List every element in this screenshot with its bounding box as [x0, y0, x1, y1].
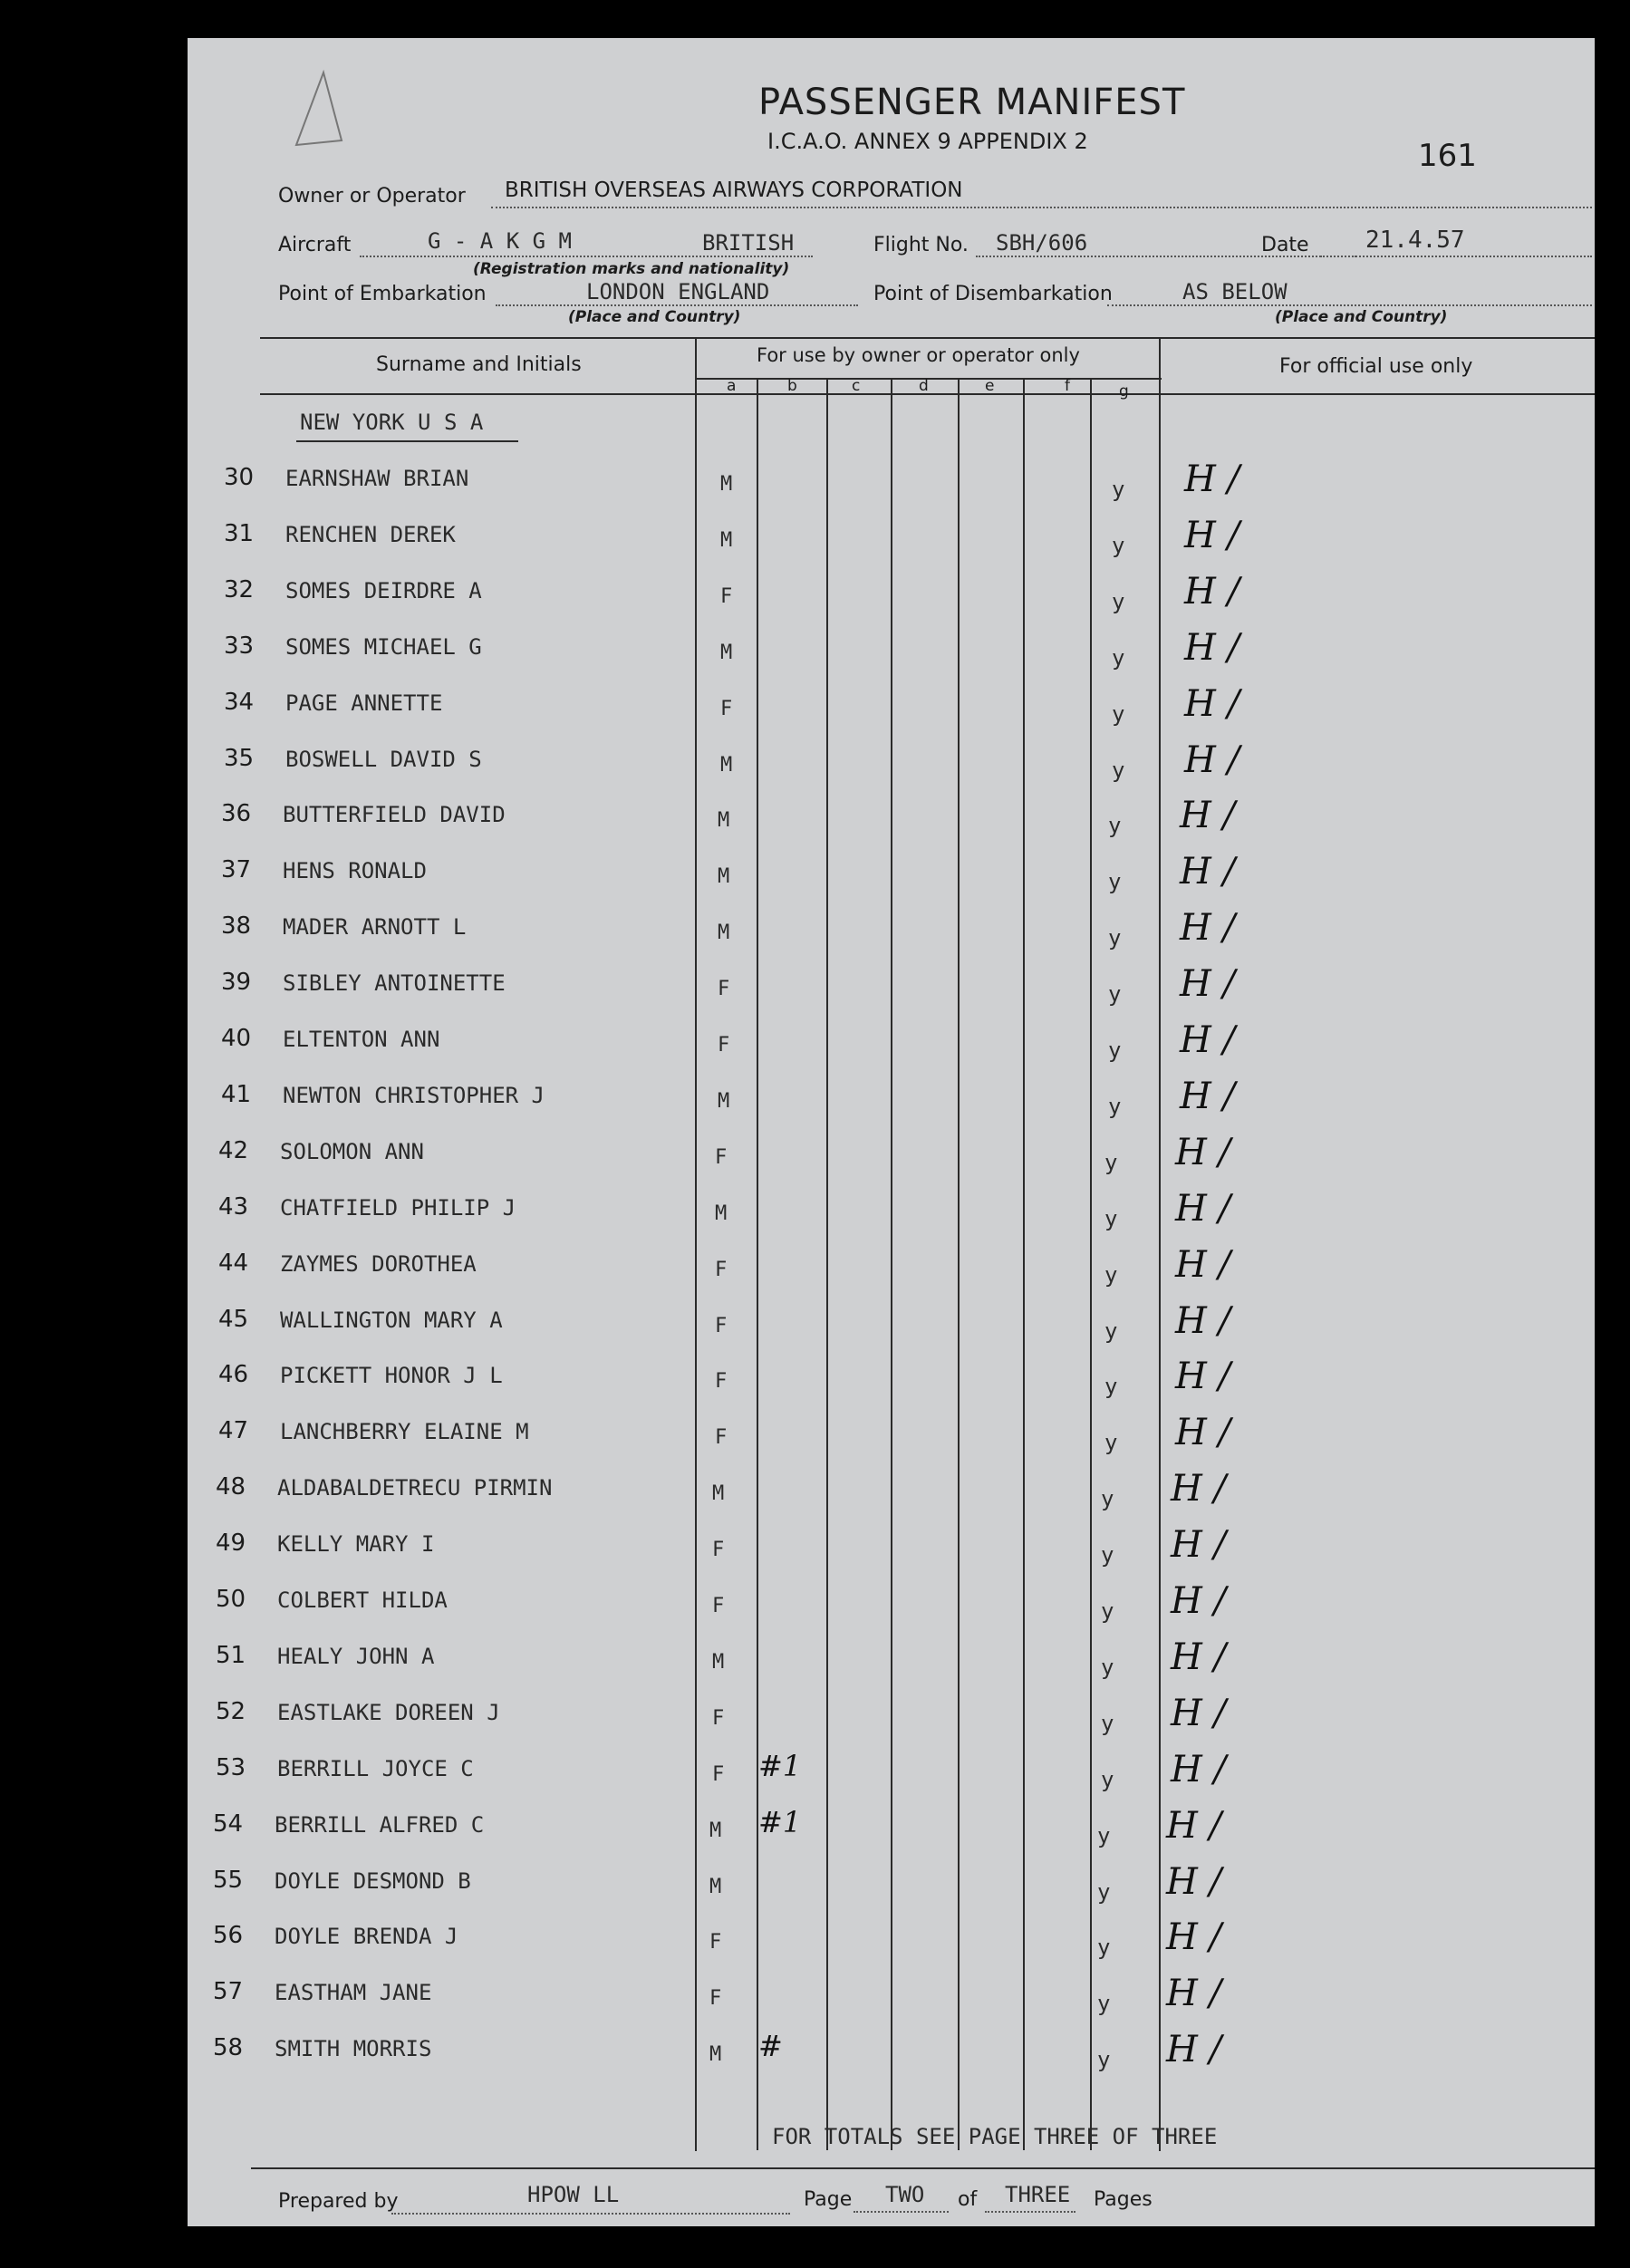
page-label: Page: [804, 2188, 853, 2211]
table-row: [188, 795, 1595, 856]
page-subtitle: I.C.A.O. ANNEX 9 APPENDIX 2: [767, 129, 1088, 154]
passenger-sex: F: [712, 1539, 725, 1561]
official-mark: H /: [1171, 1524, 1227, 1566]
column-g-mark: y: [1104, 1430, 1118, 1455]
passenger-number: 52: [216, 1698, 246, 1725]
table-row: [188, 1749, 1595, 1810]
passenger-sex: F: [709, 1931, 722, 1954]
subcol-c: c: [852, 377, 861, 395]
official-mark: H /: [1175, 1300, 1231, 1342]
table-row: [188, 1524, 1595, 1586]
passenger-sex: M: [709, 1819, 722, 1842]
table-row: [188, 1132, 1595, 1193]
col-official-header: For official use only: [1279, 355, 1473, 378]
official-mark: H /: [1171, 1693, 1227, 1734]
passenger-sex: M: [720, 529, 733, 552]
passenger-name: SOMES DEIRDRE A: [285, 578, 482, 603]
official-mark: H /: [1184, 683, 1240, 725]
passenger-sex: M: [715, 1202, 728, 1225]
of-value: THREE: [1005, 2182, 1071, 2207]
passenger-sex: M: [720, 473, 733, 496]
subcol-d: d: [919, 377, 929, 395]
passenger-number: 34: [224, 689, 255, 716]
passenger-sex: F: [715, 1370, 728, 1393]
passenger-name: BUTTERFIELD DAVID: [283, 802, 506, 827]
passenger-name: DOYLE DESMOND B: [275, 1868, 471, 1894]
table-row: [188, 1468, 1595, 1530]
column-g-mark: y: [1108, 925, 1122, 951]
disembarkation-label: Point of Disembarkation: [873, 283, 1113, 305]
official-mark: H /: [1166, 1916, 1222, 1958]
passenger-number: 53: [216, 1754, 246, 1781]
passenger-sex: M: [718, 1090, 730, 1113]
passenger-sex: M: [720, 642, 733, 664]
column-g-mark: y: [1097, 1991, 1111, 2016]
table-row: [188, 963, 1595, 1025]
operator-mark-b: #1: [758, 1749, 802, 1783]
passenger-name: KELLY MARY I: [277, 1531, 435, 1557]
passenger-sex: M: [712, 1482, 725, 1505]
official-mark: H /: [1171, 1749, 1227, 1790]
official-mark: H /: [1166, 1973, 1222, 2014]
table-row: [188, 1693, 1595, 1754]
table-row: [188, 851, 1595, 912]
passenger-number: 44: [218, 1250, 249, 1277]
passenger-number: 56: [213, 1922, 244, 1949]
official-mark: H /: [1180, 963, 1236, 1005]
column-g-mark: y: [1097, 1879, 1111, 1905]
column-g-mark: y: [1112, 533, 1125, 558]
passenger-number: 57: [213, 1978, 244, 2005]
passenger-number: 55: [213, 1867, 244, 1894]
passenger-number: 48: [216, 1473, 246, 1501]
passenger-name: SOMES MICHAEL G: [285, 634, 482, 660]
passenger-sex: F: [715, 1259, 728, 1281]
column-g-mark: y: [1101, 1598, 1114, 1624]
table-row: [188, 1973, 1595, 2034]
column-g-mark: y: [1097, 1935, 1111, 1960]
table-row: [188, 1019, 1595, 1081]
passenger-name: COLBERT HILDA: [277, 1588, 448, 1613]
column-g-mark: y: [1104, 1206, 1118, 1231]
passenger-name: BOSWELL DAVID S: [285, 747, 482, 772]
passenger-sex: F: [715, 1315, 728, 1337]
passenger-number: 43: [218, 1193, 249, 1221]
passenger-number: 31: [224, 520, 255, 547]
owner-value: BRITISH OVERSEAS AIRWAYS CORPORATION: [505, 179, 963, 202]
passenger-number: 30: [224, 464, 255, 491]
table-row: [188, 683, 1595, 745]
passenger-name: ALDABALDETRECU PIRMIN: [277, 1475, 553, 1501]
passenger-sex: M: [718, 809, 730, 832]
official-mark: H /: [1184, 458, 1240, 500]
column-g-mark: y: [1101, 1655, 1114, 1680]
passenger-list: [188, 458, 1595, 2140]
column-g-mark: y: [1101, 1767, 1114, 1792]
column-g-mark: y: [1104, 1374, 1118, 1399]
passenger-name: ZAYMES DOROTHEA: [280, 1251, 477, 1277]
table-row: [188, 1805, 1595, 1867]
official-mark: H /: [1171, 1468, 1227, 1510]
passenger-name: RENCHEN DEREK: [285, 522, 456, 547]
flight-label: Flight No.: [873, 234, 969, 256]
column-g-mark: y: [1112, 701, 1125, 727]
passenger-number: 54: [213, 1810, 244, 1838]
passenger-sex: F: [720, 585, 733, 608]
of-label: of: [958, 2188, 978, 2211]
subcol-f: f: [1065, 377, 1070, 395]
passenger-number: 33: [224, 632, 255, 660]
passenger-number: 47: [218, 1417, 249, 1444]
official-mark: H /: [1184, 739, 1240, 781]
passenger-number: 51: [216, 1642, 246, 1669]
passenger-sex: F: [718, 1034, 730, 1057]
column-g-mark: y: [1108, 1037, 1122, 1063]
passenger-name: CHATFIELD PHILIP J: [280, 1195, 516, 1221]
aircraft-label: Aircraft: [278, 234, 352, 256]
destination-label: NEW YORK U S A: [300, 410, 484, 435]
official-mark: H /: [1180, 795, 1236, 836]
passenger-name: PAGE ANNETTE: [285, 690, 443, 716]
date-value: 21.4.57: [1365, 227, 1465, 254]
table-row: [188, 1916, 1595, 1978]
pages-label: Pages: [1094, 2188, 1153, 2211]
table-row: [188, 627, 1595, 689]
passenger-name: SMITH MORRIS: [275, 2036, 432, 2061]
manifest-sheet: [188, 38, 1595, 2226]
passenger-name: EARNSHAW BRIAN: [285, 466, 469, 491]
column-g-mark: y: [1108, 813, 1122, 838]
table-row: [188, 458, 1595, 520]
official-mark: H /: [1171, 1636, 1227, 1678]
passenger-sex: F: [712, 1707, 725, 1730]
passenger-name: NEWTON CHRISTOPHER J: [283, 1083, 545, 1108]
date-label: Date: [1261, 234, 1309, 256]
table-row: [188, 1244, 1595, 1306]
table-row: [188, 515, 1595, 576]
column-g-mark: y: [1108, 1094, 1122, 1119]
passenger-name: HENS RONALD: [283, 858, 427, 883]
passenger-name: WALLINGTON MARY A: [280, 1308, 503, 1333]
column-g-mark: y: [1104, 1318, 1118, 1344]
official-mark: H /: [1175, 1244, 1231, 1286]
passenger-name: BERRILL ALFRED C: [275, 1812, 485, 1838]
passenger-number: 32: [224, 576, 255, 603]
subcol-a: a: [727, 377, 737, 395]
official-mark: H /: [1175, 1132, 1231, 1173]
passenger-sex: F: [709, 1987, 722, 2010]
disembarkation-note: (Place and Country): [1275, 308, 1448, 326]
aircraft-value: G - A K G M: [428, 228, 572, 254]
passenger-number: 46: [218, 1361, 249, 1388]
passenger-name: SIBLEY ANTOINETTE: [283, 970, 506, 996]
col-name-header: Surname and Initials: [376, 353, 582, 376]
column-g-mark: y: [1112, 477, 1125, 502]
passenger-sex: F: [718, 978, 730, 1000]
column-g-mark: y: [1101, 1486, 1114, 1511]
table-row: [188, 739, 1595, 801]
subcol-g: g: [1119, 382, 1129, 401]
table-row: [188, 1076, 1595, 1137]
column-g-mark: y: [1101, 1711, 1114, 1736]
passenger-sex: F: [712, 1595, 725, 1617]
passenger-number: 58: [213, 2034, 244, 2061]
table-bottom-rule: [251, 2167, 1595, 2169]
operator-mark-b: #1: [758, 1805, 802, 1839]
passenger-sex: M: [718, 922, 730, 944]
passenger-number: 40: [221, 1025, 252, 1052]
nationality-value: BRITISH: [702, 230, 795, 256]
passenger-name: SOLOMON ANN: [280, 1139, 424, 1164]
passenger-sex: M: [718, 865, 730, 888]
official-mark: H /: [1184, 627, 1240, 669]
passenger-sex: F: [720, 698, 733, 720]
passenger-number: 36: [221, 800, 252, 827]
embarkation-value: LONDON ENGLAND: [586, 279, 770, 304]
operator-mark-b: #: [758, 2029, 783, 2063]
page-value: TWO: [885, 2182, 925, 2207]
official-mark: H /: [1180, 1019, 1236, 1061]
column-g-mark: y: [1097, 2047, 1111, 2072]
flight-value: SBH/606: [996, 230, 1088, 256]
column-g-mark: y: [1104, 1150, 1118, 1175]
passenger-sex: M: [720, 754, 733, 777]
table-row: [188, 1356, 1595, 1417]
column-g-mark: y: [1112, 758, 1125, 783]
subcol-e: e: [985, 377, 995, 395]
table-row: [188, 1636, 1595, 1698]
passenger-number: 37: [221, 856, 252, 883]
official-mark: H /: [1166, 1805, 1222, 1847]
official-mark: H /: [1180, 907, 1236, 949]
official-mark: H /: [1175, 1412, 1231, 1453]
table-row: [188, 1861, 1595, 1923]
owner-label: Owner or Operator: [278, 185, 466, 207]
passenger-name: PICKETT HONOR J L: [280, 1363, 503, 1388]
passenger-name: EASTLAKE DOREEN J: [277, 1700, 500, 1725]
passenger-sex: M: [712, 1651, 725, 1674]
passenger-sex: F: [715, 1426, 728, 1449]
passenger-number: 38: [221, 912, 252, 940]
col-operator-header: For use by owner or operator only: [757, 344, 1080, 366]
official-mark: H /: [1184, 571, 1240, 613]
passenger-name: EASTHAM JANE: [275, 1980, 432, 2005]
registration-note: (Registration marks and nationality): [473, 260, 790, 278]
page-title: PASSENGER MANIFEST: [758, 82, 1186, 123]
passenger-number: 45: [218, 1306, 249, 1333]
passenger-number: 50: [216, 1586, 246, 1613]
official-mark: H /: [1175, 1356, 1231, 1397]
table-row: [188, 1188, 1595, 1250]
passenger-name: LANCHBERRY ELAINE M: [280, 1419, 529, 1444]
passenger-sex: M: [709, 2043, 722, 2066]
passenger-name: MADER ARNOTT L: [283, 914, 467, 940]
passenger-number: 49: [216, 1530, 246, 1557]
column-g-mark: y: [1112, 589, 1125, 614]
corner-mark-icon: [287, 63, 360, 154]
table-row: [188, 907, 1595, 969]
table-top-rule: [260, 337, 1595, 339]
official-mark: H /: [1180, 851, 1236, 893]
passenger-name: ELTENTON ANN: [283, 1027, 440, 1052]
official-mark: H /: [1180, 1076, 1236, 1117]
passenger-number: 39: [221, 969, 252, 996]
table-row: [188, 1580, 1595, 1642]
prepared-value: HPOW LL: [527, 2182, 620, 2207]
official-mark: H /: [1175, 1188, 1231, 1230]
passenger-number: 35: [224, 745, 255, 772]
passenger-number: 42: [218, 1137, 249, 1164]
passenger-name: BERRILL JOYCE C: [277, 1756, 474, 1781]
column-g-mark: y: [1101, 1542, 1114, 1568]
official-mark: H /: [1184, 515, 1240, 556]
column-g-mark: y: [1104, 1262, 1118, 1288]
table-row: [188, 1300, 1595, 1362]
table-row: [188, 571, 1595, 632]
totals-note: FOR TOTALS SEE PAGE THREE OF THREE: [772, 2124, 1218, 2149]
subcol-b: b: [787, 377, 797, 395]
official-mark: H /: [1166, 2029, 1222, 2070]
column-g-mark: y: [1108, 981, 1122, 1007]
embarkation-label: Point of Embarkation: [278, 283, 487, 305]
column-g-mark: y: [1097, 1823, 1111, 1848]
disembarkation-value: AS BELOW: [1182, 279, 1288, 304]
passenger-number: 41: [221, 1081, 252, 1108]
passenger-name: HEALY JOHN A: [277, 1644, 435, 1669]
page-number: 161: [1418, 138, 1477, 174]
official-mark: H /: [1171, 1580, 1227, 1622]
passenger-sex: F: [715, 1146, 728, 1169]
column-g-mark: y: [1112, 645, 1125, 671]
passenger-sex: F: [712, 1763, 725, 1786]
table-row: [188, 2029, 1595, 2090]
column-g-mark: y: [1108, 869, 1122, 894]
table-row: [188, 1412, 1595, 1473]
embarkation-note: (Place and Country): [568, 308, 741, 326]
prepared-label: Prepared by: [278, 2190, 399, 2213]
official-mark: H /: [1166, 1861, 1222, 1903]
passenger-sex: M: [709, 1876, 722, 1898]
passenger-name: DOYLE BRENDA J: [275, 1924, 458, 1949]
